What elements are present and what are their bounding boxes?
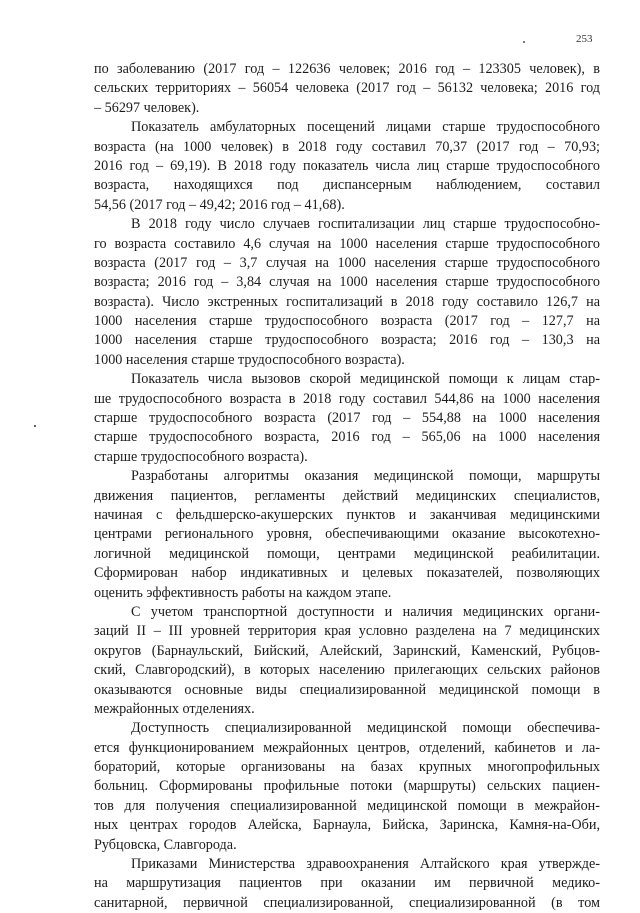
paragraph (94, 719, 600, 855)
text-line: 54,56 (2017 год – 49,42; 2016 год – 41,68). (94, 196, 345, 213)
text-line: оценить эффективность работы на каждом этапе. (94, 584, 392, 601)
paragraph (94, 370, 600, 467)
text-line: возраста (2017 год – 3,7 случая на 1000 населения старше трудоспособного (94, 254, 600, 271)
text-line: ше трудоспособного возраста в 2018 году составил 544,86 на 1000 населения (94, 390, 600, 407)
paragraph (94, 467, 600, 603)
scan-speck (523, 41, 525, 43)
margin-mark (34, 425, 36, 427)
text-line: Показатель числа вызовов скорой медицинской помощи к лицам стар- (131, 371, 600, 388)
text-line: 1000 населения старше трудоспособного возраста; 2016 год – 130,3 на (94, 332, 600, 349)
text-line: го возраста составило 4,6 случая на 1000 населения старше трудоспособного (94, 235, 600, 252)
text-line: логичной медицинской помощи, центрами медицинской реабилитации. (94, 545, 600, 562)
paragraph (94, 60, 600, 118)
text-line: Рубцовска, Славгорода. (94, 836, 237, 853)
text-line: тов для получения специализированной медицинской помощи в межрайон- (94, 797, 600, 814)
text-line: ется функционированием межрайонных центров, отделений, кабинетов и ла- (94, 739, 600, 756)
text-line: Сформирован набор индикативных и целевых показателей, позволяющих (94, 565, 600, 582)
text-line: Приказами Министерства здравоохранения Алтайского края утвержде- (131, 856, 600, 873)
text-line: Доступность специализированной медицинской помощи обеспечива- (131, 720, 600, 737)
text-line: 1000 населения старше трудоспособного возраста (2017 год – 127,7 на (94, 313, 600, 330)
text-line: С учетом транспортной доступности и наличия медицинских органи- (131, 603, 600, 620)
text-line: оказываются основные виды специализированной медицинской помощи в (94, 681, 600, 698)
text-line: бораторий, которые организованы на базах крупных многопрофильных (94, 759, 600, 776)
text-line: возраста; 2016 год – 3,84 случая на 1000 населения старше трудоспособного (94, 274, 600, 291)
text-line: 1000 населения старше трудоспособного возраста). (94, 351, 405, 368)
paragraph (94, 603, 600, 719)
text-line: на маршрутизация пациентов при оказании им первичной медико- (94, 875, 600, 892)
text-line: старше трудоспособного возраста). (94, 448, 308, 465)
text-line: движения пациентов, регламенты действий медицинских специалистов, (94, 487, 600, 504)
text-line: санитарной, первичной специализированной, специализированной (в том (94, 894, 600, 911)
text-line: – 56297 человек). (94, 99, 200, 116)
document-body (94, 60, 600, 913)
text-line: сельских территориях – 56054 человека (2017 год – 56132 человека; 2016 год (94, 80, 600, 97)
paragraph (94, 118, 600, 215)
text-line: ных центрах городов Алейска, Барнаула, Бийска, Заринска, Камня-на-Оби, (94, 817, 600, 834)
paragraph (94, 215, 600, 370)
text-line: центрами регионального уровня, обеспечивающими оказание высокотехно- (94, 526, 600, 543)
text-line: по заболеванию (2017 год – 122636 человек; 2016 год – 123305 человек), в (94, 61, 600, 77)
page-number: 253 (576, 33, 593, 45)
text-line: округов (Барнаульский, Бийский, Алейский, Заринский, Каменский, Рубцов- (94, 642, 600, 659)
text-line: больниц. Сформированы профильные потоки (маршруты) сельских пациен- (94, 778, 600, 795)
text-line: возраста). Число экстренных госпитализаций в 2018 году составило 126,7 на (94, 293, 600, 310)
text-line: старше трудоспособного возраста (2017 год – 554,88 на 1000 населения (94, 410, 600, 427)
text-line: Разработаны алгоритмы оказания медицинской помощи, маршруты (131, 468, 600, 485)
text-line: В 2018 году число случаев госпитализации лиц старше трудоспособно- (131, 216, 600, 233)
text-line: старше трудоспособного возраста, 2016 год – 565,06 на 1000 населения (94, 429, 600, 446)
text-line: возраста (на 1000 человек) в 2018 году составил 70,37 (2017 год – 70,93; (94, 138, 600, 155)
text-line: межрайонных отделениях. (94, 700, 255, 717)
text-line: 2016 год – 69,19). В 2018 году показатель числа лиц старше трудоспособного (94, 157, 600, 174)
text-line: ский, Славгородский), в которых населению прилегающих сельских районов (94, 662, 600, 679)
text-line: Показатель амбулаторных посещений лицами старше трудоспособного (131, 119, 600, 136)
paragraph (94, 855, 600, 913)
text-line: заций II – III уровней территория края условно разделена на 7 медицинских (94, 623, 600, 640)
text-line: возраста, находящихся под диспансерным наблюдением, составил (94, 177, 600, 194)
text-line: начиная с фельдшерско-акушерских пунктов и заканчивая медицинскими (94, 506, 600, 523)
